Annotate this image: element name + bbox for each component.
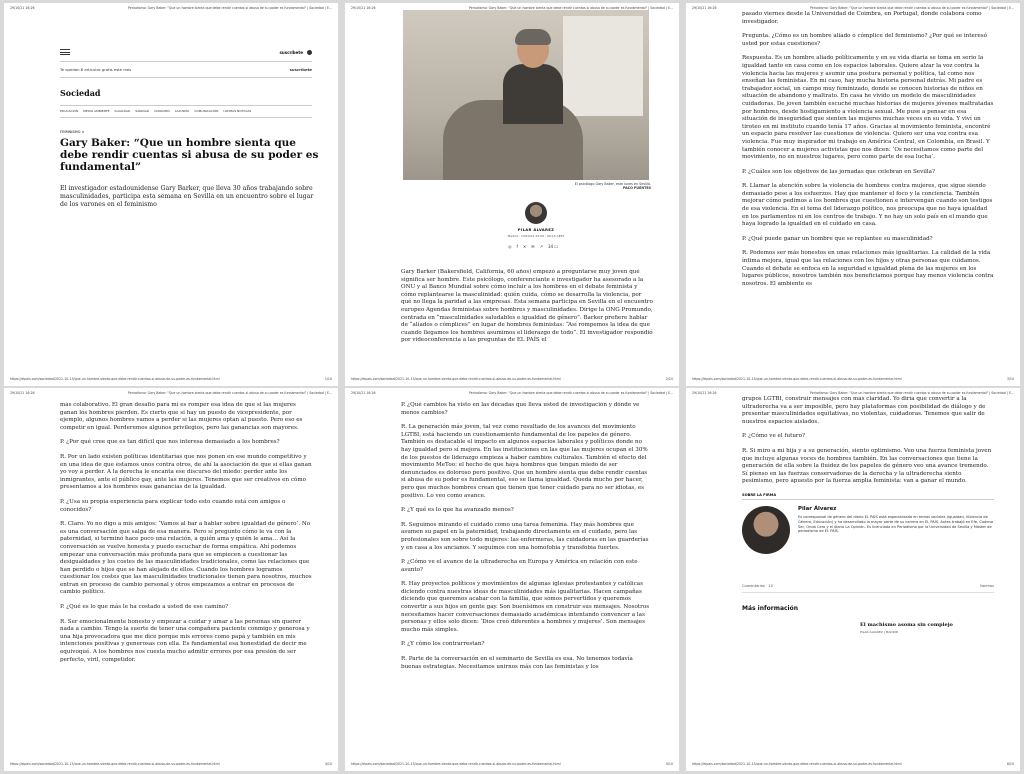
caption-credit: PACO PUENTES bbox=[622, 186, 651, 190]
print-url: https://elpais.com/sociedad/2021-10-13/que-un-hombre-sienta-que-debe-rendir-cuentas-si-abusa-de-su-poder-es-fundamental.html bbox=[692, 377, 902, 381]
section-nav bbox=[60, 109, 312, 113]
page-footer bbox=[686, 762, 1020, 768]
print-date: 29/10/21 16:26 bbox=[351, 391, 376, 395]
page-1 bbox=[4, 3, 338, 386]
more-info-title: Más información bbox=[742, 604, 799, 612]
page-4 bbox=[4, 388, 338, 771]
article-paragraph: pasado viernes desde la Universidad de Coimbra, en Portugal, donde colabora como investigador. bbox=[742, 11, 982, 25]
article-paragraph: P. ¿Cómo ve el futuro? bbox=[742, 433, 805, 440]
page-header bbox=[345, 391, 679, 397]
article-paragraph: R. Por un lado existen políticas identitarias que nos ponen en ese mundo competitivo y en una idea de que estamos unos contra otros, de ahí la asociación de que si ellas ganan yo voy a perder. A la derecha le encanta ese discurso del miedo: perder ante los inmigrantes, ante el público gay, ante las mujeres. Tenemos que ser creativos en cómo presentamos a los hombres esas ganancias de la igualdad. bbox=[60, 453, 312, 491]
menu-icon[interactable] bbox=[60, 49, 70, 55]
share-icon[interactable]: 34 ☐ bbox=[548, 244, 558, 249]
share-icon[interactable]: ↗ bbox=[539, 244, 543, 249]
section-title[interactable]: Sociedad bbox=[60, 88, 101, 98]
print-title: Periodismo: Gary Baker: "Que un hombre sienta que debe rendir cuentas si abusa de su poder es fundamental" | Sociedad | E... bbox=[128, 391, 332, 395]
related-article-author: PILAR ÁLVAREZ | MADRID bbox=[860, 629, 899, 634]
page-6 bbox=[686, 388, 1020, 771]
article-paragraph: P. ¿Y qué es lo que ha avanzado menos? bbox=[401, 507, 514, 514]
article-paragraph: grupos LGTBI, construir mensajes con más claridad. Yo diría que convertir a la ultraderecha va a ser imposible, pero hay plataformas con posibilidad de diálogo y de presentar masculinidades equitativas, no violentas, cuidadoras. Tenemos que salir de nuestros espacios aislados. bbox=[742, 396, 986, 425]
page-number: 3/10 bbox=[1006, 377, 1014, 381]
article-paragraph: Pregunta. ¿Cómo es un hombre aliado o cómplice del feminismo? ¿Por qué se interesó usted por estas cuestiones? bbox=[742, 33, 988, 47]
comments-bar bbox=[742, 584, 994, 593]
article-paragraph: R. Ser emocionalmente honesto y empezar a cuidar y amar a las personas sin querer nada a cambio. Tengo la suerte de tener una compañera paciente conmigo y generosa y una hija provocadora que me dice porque mis errores como papá y también en mis intenciones positivas y generosas con ella. Es fundamental esa honestidad de decir me equivoqué. A los hombres nos cuesta mucho admitir errores por esa presión de ser perfecto, viril, competidor. bbox=[60, 618, 310, 663]
print-date: 29/10/21 16:26 bbox=[10, 6, 35, 10]
page-number: 4/10 bbox=[324, 762, 332, 766]
article-text bbox=[742, 396, 994, 486]
page-footer bbox=[4, 377, 338, 383]
article-body bbox=[60, 402, 312, 759]
page-5 bbox=[345, 388, 679, 771]
page-header bbox=[4, 391, 338, 397]
page-number: 6/10 bbox=[1006, 762, 1014, 766]
author-card-text bbox=[798, 506, 994, 554]
article-body bbox=[742, 11, 994, 374]
author-bio: Es corresponsal de género del diario EL PAÍS está especializada en temas sociales (Igualdad, Violencia de Género, Educación) y ha desarrollado la mayor parte de su carrera en EL PAÍS. Antes trabajó en Efe, Cadena Ser, Onda Cero y el diario La Opinión. Es licenciada en Periodismo por la Universidad de Sevilla y Máster de periodismo de EL PAÍS. bbox=[798, 514, 994, 534]
print-url: https://elpais.com/sociedad/2021-10-13/que-un-hombre-sienta-que-debe-rendir-cuentas-si-abusa-de-su-poder-es-fundamental.html bbox=[692, 762, 902, 766]
print-url: https://elpais.com/sociedad/2021-10-13/que-un-hombre-sienta-que-debe-rendir-cuentas-si-abusa-de-su-poder-es-fundamental.html bbox=[351, 762, 561, 766]
print-date: 29/10/21 16:26 bbox=[10, 391, 35, 395]
article-paragraph: más colaborativo. El gran desafío para mí es romper esa idea de que si las mujeres ganan los hombres pierden. Es cierto que si hay un puesto de vicepresidente, por ejemplo, algunos hombres vamos a perder si las mujeres optan al puesto. Pero eso es competir en igual. Perderemos algunos privilegios, pero las ganancias son mayores. bbox=[60, 402, 303, 431]
page-header bbox=[4, 6, 338, 12]
share-icon[interactable]: ◎ bbox=[508, 244, 512, 249]
article-body bbox=[401, 402, 653, 759]
user-icon[interactable] bbox=[307, 50, 312, 55]
divider bbox=[60, 77, 312, 78]
article-paragraph: P. ¿Por qué cree que es tan difícil que nos interesa demasiado a los hombres? bbox=[60, 439, 280, 446]
divider bbox=[60, 61, 312, 62]
publish-date: Madrid - 13/10/21 23:00 - 09:15 CEST bbox=[507, 234, 565, 238]
kicker[interactable]: FEMINISMO > bbox=[60, 130, 85, 134]
print-date: 29/10/21 16:26 bbox=[692, 6, 717, 10]
nav-item[interactable]: MEDIO AMBIENTE bbox=[83, 109, 110, 113]
share-icon[interactable]: f bbox=[516, 244, 518, 249]
nav-item[interactable]: SANIDAD bbox=[135, 109, 150, 113]
subscribe-area bbox=[279, 50, 312, 55]
print-url: https://elpais.com/sociedad/2021-10-13/que-un-hombre-sienta-que-debe-rendir-cuentas-si-abusa-de-su-poder-es-fundamental.html bbox=[10, 762, 220, 766]
divider bbox=[60, 105, 312, 106]
page-number: 2/10 bbox=[665, 377, 673, 381]
article-paragraph: R. La generación más joven, tal vez como resultado de los avances del movimiento LGTBI, está haciendo un cuestionamiento fundamental de los papeles de género. También es destacable el impacto en algunos espacios laborales y políticos donde no hay igualdad pero sí mejora. En las instituciones en las que las mujeres ocupan el 30% de los puestos de liderazgo empieza a haber cambios culturales. También el efecto del movimiento MeToo: el hecho de que haya hombres que tengan miedo de ser denunciados es doloroso pero positivo. Que un hombre sienta que debe rendir cuentas si abusa de su poder es fundamental, eso se llama igualdad. Queda mucho por hacer, pero que muchos hombres crean que tienen que tener cuidado para no ser idiotas, es positivo. Lo veo como avance. bbox=[401, 424, 648, 499]
article-paragraph: Respuesta. Es un hombre aliado políticamente y en su vida diaria se toma en serio la igualdad tanto en casa como en los espacios laborales. Quiere alzar la voz contra la violencia hacia las mujeres y asumir una postura personal y política, tal como nos enseñan las feministas. En mi caso, hay mucha historia personal detrás. Mi padre es trabajador social, un campo muy feminizado, donde se conocen historias de niños en situación de abandono y maltrato. En casa he vivido un modelo de masculinidades cuidadoras. De joven también escuché muchas historias de mujeres jóvenes maltratadas por hombres, desde hostigamiento a violencia sexual. Me puse a pensar en esa situación de inseguridad que sienten las mujeres muchas veces en su vida. Y viví un tiroteo en mi instituto cuando tenía 17 años. Gracias al movimiento feminista, encontré un espacio para resolver las cuestiones de violencia. Quiero ser una voz contra esa violencia. Fue muy inspirador mi trabajo en América Central, en Colombia, en Brasil. Y también conocer a mujeres activistas que nos dicen: ‘Os necesitamos como parte del movimiento, no en nuestros lugares, pero como parte de esa lucha’. bbox=[742, 55, 994, 161]
page-number: 5/10 bbox=[665, 762, 673, 766]
author-photo bbox=[742, 506, 790, 554]
page-footer bbox=[686, 377, 1020, 383]
author-avatar bbox=[525, 202, 547, 224]
photo-hair bbox=[515, 29, 551, 45]
print-title: Periodismo: Gary Baker: "Que un hombre sienta que debe rendir cuentas si abusa de su poder es fundamental" | Sociedad | E... bbox=[810, 6, 1014, 10]
article-paragraph: R. Podemos ser más honestos en unas relaciones más igualitarias. La calidad de la vida íntima mejora, igual que las relaciones con los hijos y otras personas que cuidamos. Cuando el debate se enfoca en la seguridad e igualdad plena de las mujeres en los lugares públicos, nosotros también nos beneficiamos porque hay menos violencia contra nosotros. El ambiente es bbox=[742, 250, 994, 287]
article-paragraph: P. ¿Qué cambios ha visto en las décadas que lleva usted de investigación y dónde ve menos cambios? bbox=[401, 402, 640, 416]
print-url: https://elpais.com/sociedad/2021-10-13/que-un-hombre-sienta-que-debe-rendir-cuentas-si-abusa-de-su-poder-es-fundamental.html bbox=[10, 377, 220, 381]
print-title: Periodismo: Gary Baker: "Que un hombre sienta que debe rendir cuentas si abusa de su poder es fundamental" | Sociedad | E... bbox=[469, 391, 673, 395]
article-paragraph: Gary Barker (Bakersfield, California, 60 años) empezó a preguntarse muy joven qué significa ser hombre. Este psicólogo, conferenciante e investigador ha asesorado a la ONU y al Banco Mundial sobre cómo incluir a los hombres en el debate feminista y cómo replantearse la masculinidad: quién cuida, cómo se desarrolla la violencia, por qué no llega la paridad a las empresas. Esta semana participa en Sevilla en el encuentro europeo Agendas feministas sobre hombres y masculinidades. Dirige la ONG Promundo, centrada en “masculinidades saludables e igualdad de género”. Barker prefiere hablar de “aliados o cómplices” en lugar de hombres feministas: “Así rompemos la idea de que cuando llegamos los hombres asumimos el liderazgo de todo”. El investigador respondió por videoconferencia a las preguntas de EL PAÍS el bbox=[401, 269, 653, 344]
subscribe-link[interactable]: suscríbete bbox=[279, 49, 303, 55]
article-paragraph: P. ¿Y cómo los contrarrestan? bbox=[401, 641, 485, 648]
print-url: https://elpais.com/sociedad/2021-10-13/que-un-hombre-sienta-que-debe-rendir-cuentas-si-abusa-de-su-poder-es-fundamental.html bbox=[351, 377, 561, 381]
share-icon[interactable]: ✕ bbox=[522, 244, 527, 249]
standfirst: El investigador estadounidense Gary Barker, que lleva 30 años trabajando sobre masculinidades, participa esta semana en Sevilla en un encuentro sobre el lugar de los varones en el feminismo bbox=[60, 185, 314, 208]
article-paragraph: P. ¿Qué puede ganar un hombre que se replantee su masculinidad? bbox=[742, 235, 933, 242]
nav-item[interactable]: EDUCACIÓN bbox=[60, 109, 79, 113]
print-title: Periodismo: Gary Baker: "Que un hombre sienta que debe rendir cuentas si abusa de su poder es fundamental" | Sociedad | E... bbox=[810, 391, 1014, 395]
divider bbox=[60, 117, 312, 118]
page-number: 1/10 bbox=[324, 377, 332, 381]
article-paragraph: R. Hay proyectos políticos y movimientos de algunas iglesias protestantes y católicas diciendo contra nuestras ideas de masculinidades más igualitarias. Hacen campañas diciendo que queremos acabar con la familia, que somos pervertidos y queremos convertir a sus hijos en gente gay. Son buenísimos en construir sus mensajes. Nosotros necesitamos hacer conversaciones demasiado académicas intentando convencer a las personas y ellos solo dicen: ‘Dios creó diferentes a hombres y mujeres’. Son mensajes mucho más simples. bbox=[401, 581, 650, 633]
print-title: Periodismo: Gary Baker: "Que un hombre sienta que debe rendir cuentas si abusa de su poder es fundamental" | Sociedad | E... bbox=[128, 6, 332, 10]
author-card bbox=[742, 506, 994, 554]
share-bar bbox=[508, 244, 558, 249]
article-paragraph: R. Si miro a mi hija y a su generación, siento optimismo. Veo una fuerza feminista joven que incluye algunas voces de hombres también. En las conversaciones que tiene la generación de ella sobre la fluidez de los papeles de género veo una avance tremendo. Sí pienso en las fuerzas conservadoras de la derecha y la ultraderecha siento pesimismo, pero apuesto por la fuerza amplia feminista: van a ganar el mundo. bbox=[742, 447, 992, 485]
nav-item[interactable]: CONSUMO bbox=[154, 109, 170, 113]
article-paragraph: R. Seguimos mirando el cuidado como una tarea femenina. Hay más hombres que asumen su papel en la paternidad, trabajando directamente en el cuidado, pero las profesionales son sobre todo mujeres: las enfermeras, las cuidadoras en las guarderías y en casa a los ancianos. Y seguimos con una homofobia y transfobia fuertes. bbox=[401, 521, 649, 551]
photo-caption bbox=[545, 182, 651, 190]
free-articles-text: Te quedan 8 artículos gratis este mes bbox=[60, 67, 132, 72]
photo-person bbox=[503, 32, 563, 102]
article-paragraph: R. Parte de la conversación en el seminario de Sevilla es esa. No tenemos todavía buenas estrategias. Necesitamos unirnos más con las feministas y los bbox=[401, 656, 633, 670]
article-paragraph: R. Claro. Yo no digo a mis amigos: ‘Vamos al bar a hablar sobre igualdad de género’. No es una conversación que salga de esa manera. Pero sí pregunto cómo le va con la paternidad, si terminó hace poco una relación, a quién ama y quién le ama… Así la conversación se vuelve honesta y puedo escuchar de forma empática. Ahí podemos empezar una conversación más profunda para que se empiecen a cuestionar las desigualdades y los costes de las masculinidades tradicionales, como las relaciones que han perdido o hijos que se han alejado de ellos. Cuando los hombres logramos cuestionar los costes que las masculinidades tradicionales tienen para nosotros, muchos entran en proceso de cambio personal y otros empezamos a entrar en procesos de cambio político. bbox=[60, 521, 312, 596]
print-date: 29/10/21 16:26 bbox=[692, 391, 717, 395]
article-paragraph: P. ¿Qué es lo que más le ha costado a usted de ese camino? bbox=[60, 604, 229, 611]
print-title: Periodismo: Gary Baker: "Que un hombre sienta que debe rendir cuentas si abusa de su poder es fundamental" | Sociedad | E... bbox=[469, 6, 673, 10]
nav-item[interactable]: COMUNICACIÓN bbox=[194, 109, 219, 113]
comments-link[interactable]: Comentarios · 10 bbox=[742, 583, 773, 588]
subscribe-button[interactable]: suscríbete bbox=[289, 67, 312, 72]
article-photo bbox=[403, 10, 649, 180]
caption-text: El psicólogo Gary Baker, este lunes en Sevilla. bbox=[574, 182, 651, 186]
article-paragraph: R. Llamar la atención sobre la violencia de hombres contra mujeres, que sigue siendo demasiado pese a los esfuerzos. Hay que mantener el foco y la conciencia. También mejorar cómo pedimos a los hombres que cuestionen e intervengan cuando son testigos de esa violencia. En el tema del liderazgo político, nos preocupa que no haya igualdad en los parlamentos ni en los centros de trabajo. Y no hay un solo país en el mundo que haya logrado la igualdad en el cuidado en casa. bbox=[742, 183, 993, 228]
page-footer bbox=[345, 762, 679, 768]
top-bar bbox=[60, 47, 312, 57]
article-body bbox=[742, 396, 994, 759]
page-footer bbox=[4, 762, 338, 768]
nav-item[interactable]: IGUALDAD bbox=[114, 109, 131, 113]
article-paragraph: P. ¿Cómo ve el avance de la ultraderecha en Europa y América en relación con este asunto? bbox=[401, 559, 638, 573]
rules-link[interactable]: Normas bbox=[980, 583, 994, 588]
nav-item[interactable]: ÚLTIMAS NOTICIAS bbox=[223, 109, 252, 113]
article-body bbox=[401, 269, 653, 374]
author-card-name[interactable]: Pilar Álvarez bbox=[798, 505, 837, 512]
article-paragraph: P. ¿Cuáles son los objetivos de las jornadas que celebran en Sevilla? bbox=[742, 168, 935, 175]
share-icon[interactable]: ✉ bbox=[531, 244, 535, 249]
related-article-link[interactable]: El machismo asoma sin complejo bbox=[860, 621, 953, 628]
print-date: 29/10/21 16:26 bbox=[351, 6, 376, 10]
page-2 bbox=[345, 3, 679, 386]
page-footer bbox=[345, 377, 679, 383]
about-author-label: SOBRE LA FIRMA bbox=[742, 493, 994, 500]
page-3 bbox=[686, 3, 1020, 386]
photo-window bbox=[563, 16, 643, 116]
author-name[interactable]: PILAR ÁLVAREZ bbox=[517, 227, 555, 232]
article-paragraph: P. ¿Usa su propia experiencia para explicar todo esto cuando está con amigos o conocidos? bbox=[60, 498, 286, 513]
subscription-bar bbox=[60, 67, 312, 72]
nav-item[interactable]: LAICISMO bbox=[174, 109, 190, 113]
photo-torso bbox=[503, 64, 563, 124]
headline: Gary Baker: “Que un hombre sienta que debe rendir cuentas si abusa de su poder es fundamental” bbox=[60, 137, 319, 173]
